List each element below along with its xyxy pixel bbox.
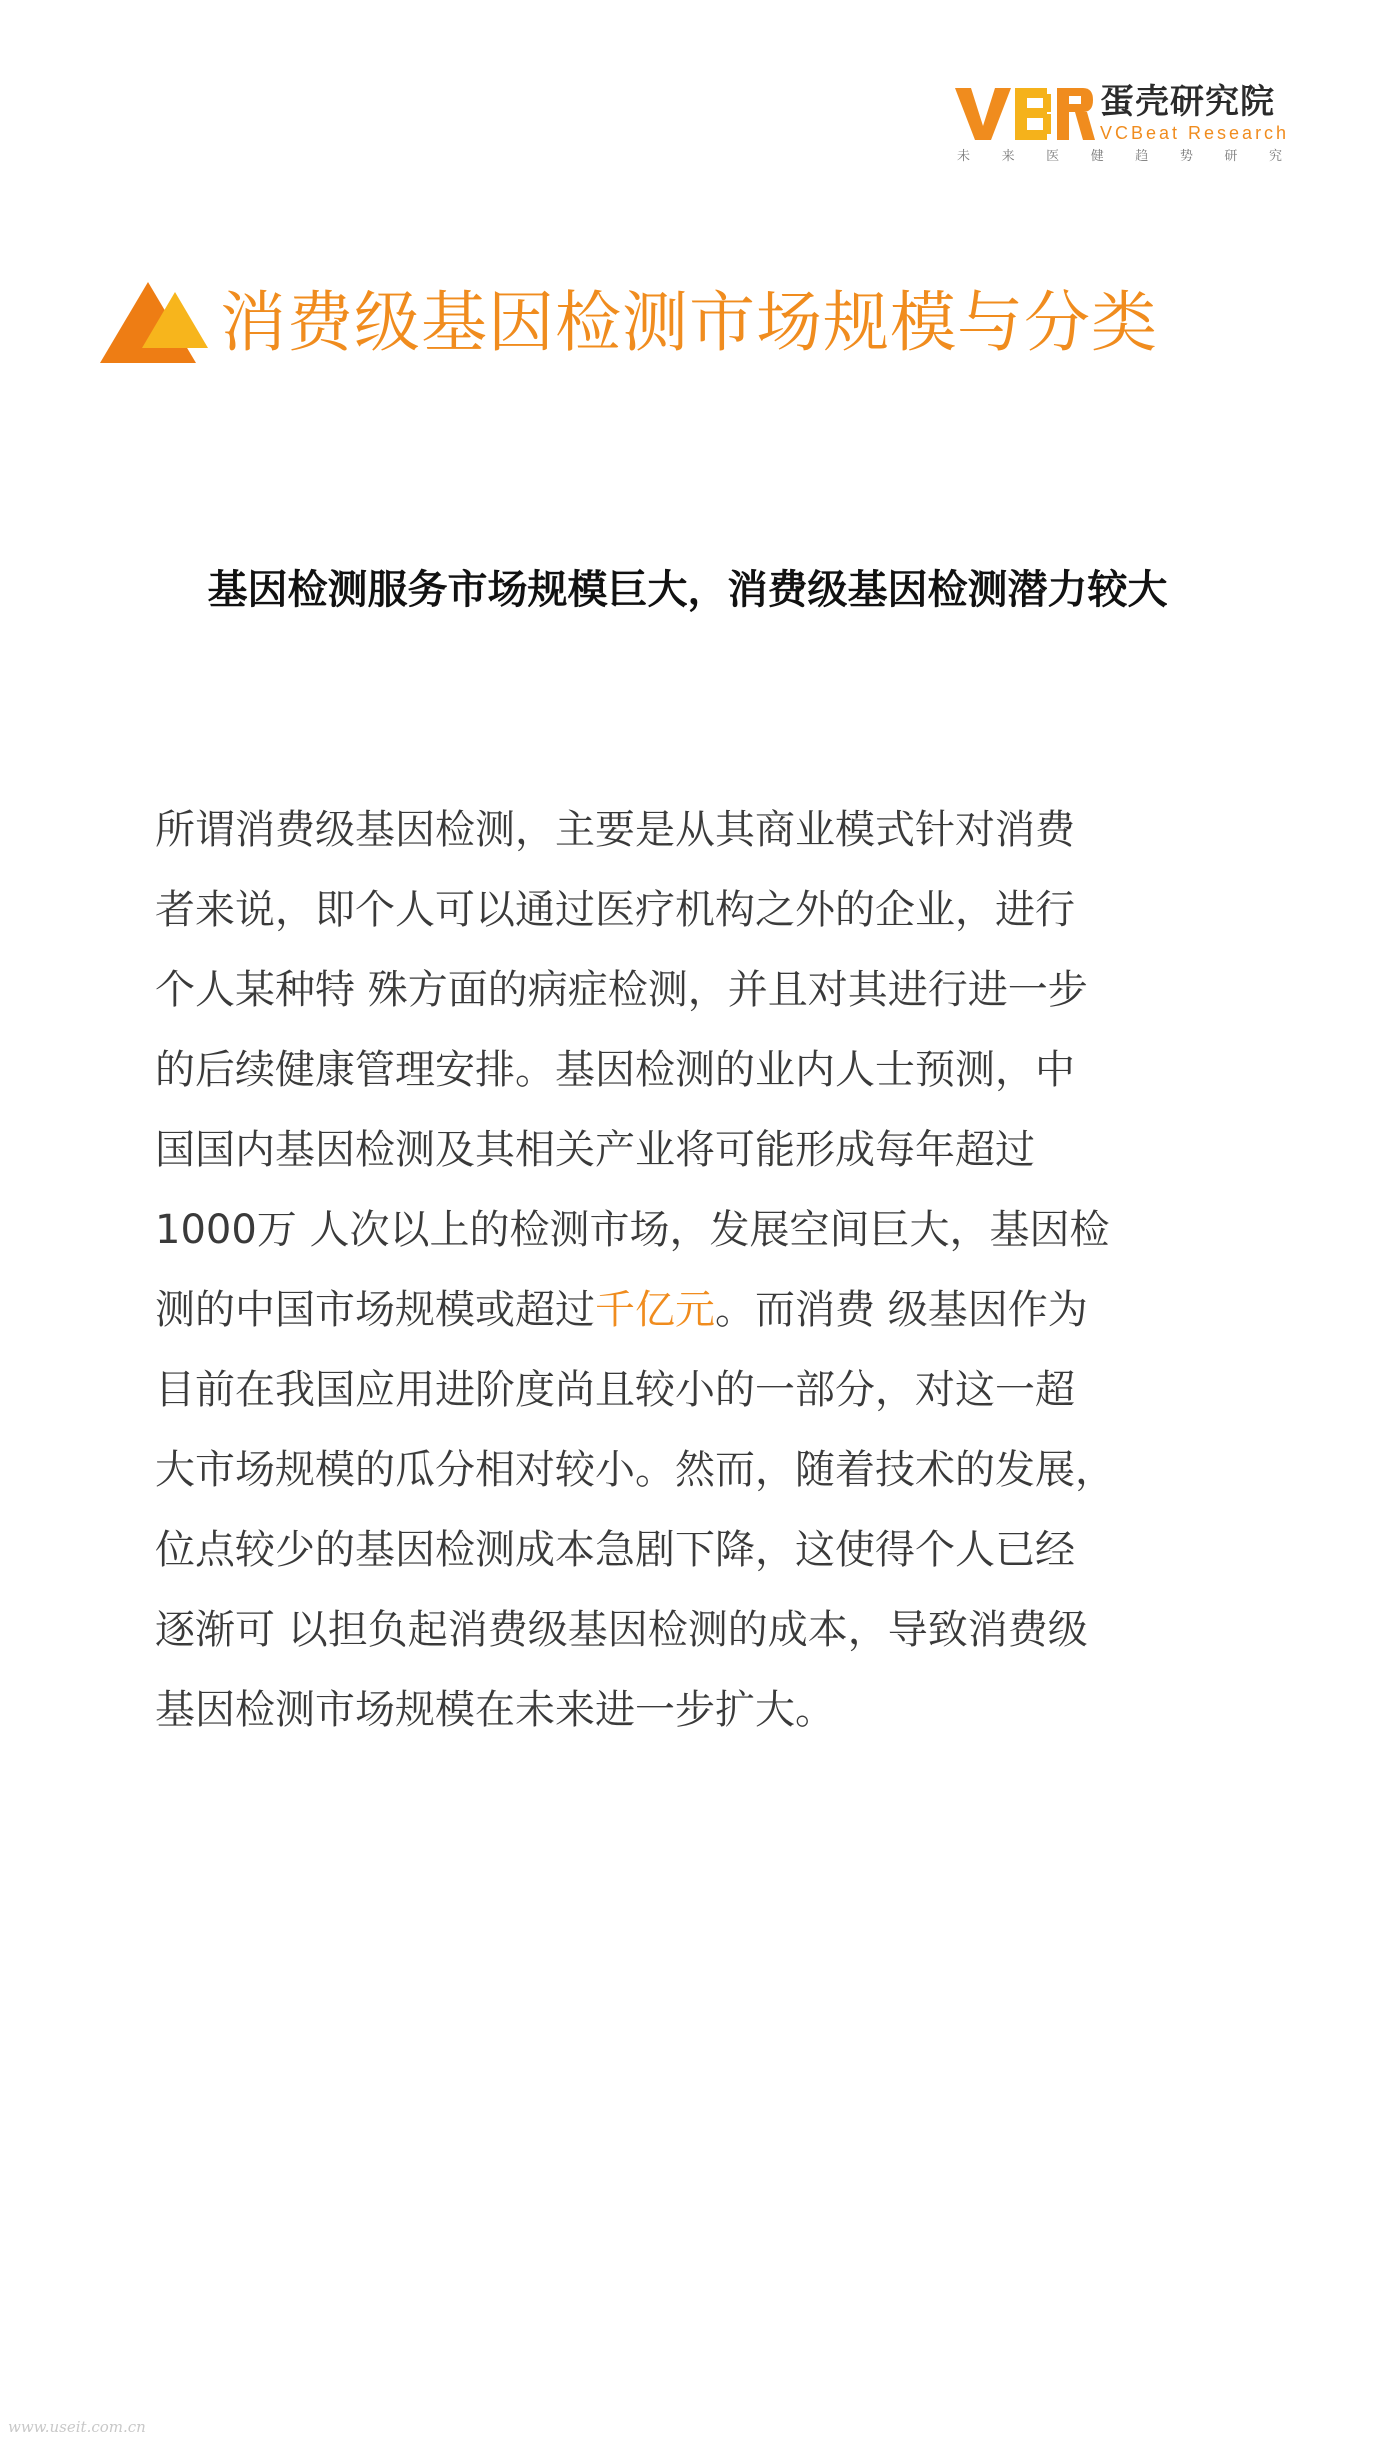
body-line: 基因检测市场规模在未来进一步扩大。 [155,1687,835,1733]
body-line: 国国内基因检测及其相关产业将可能形成每年超过 [155,1127,1035,1173]
body-line [155,1270,1220,1350]
logo-tagline-char: 究 [1268,149,1282,164]
body-line: 1000万 人次以上的检测市场，发展空间巨大，基因检 [155,1207,1110,1253]
logo-tagline-char: 未 [957,149,971,164]
footer-watermark: www.useit.com.cn [8,2418,146,2436]
section-heading [100,280,1280,370]
logo-tagline-char: 医 [1046,149,1060,164]
logo-chinese-name: 蛋壳研究院 [1100,82,1275,122]
logo-tagline [957,148,1282,166]
brand-logo [955,82,1290,172]
body-line: 个人某种特 殊方面的病症检测，并且对其进行进一步 [155,967,1088,1013]
logo-tagline-char: 趋 [1135,149,1149,164]
body-line: 者来说，即个人可以通过医疗机构之外的企业，进行 [155,887,1075,933]
vbr-logo-icon [955,82,1095,144]
body-line: 逐渐可 以担负起消费级基因检测的成本，导致消费级 [155,1607,1088,1653]
body-paragraph [155,790,1220,1750]
body-text-segment: 测的中国市场规模或超过 [155,1287,595,1333]
body-line: 大市场规模的瓜分相对较小。然而，随着技术的发展， [155,1447,1115,1493]
body-line: 目前在我国应用进阶度尚且较小的一部分，对这一超 [155,1367,1075,1413]
section-title: 消费级基因检测市场规模与分类 [220,284,1158,361]
logo-tagline-char: 研 [1224,149,1238,164]
body-line: 位点较少的基因检测成本急剧下降，这使得个人已经 [155,1527,1075,1573]
orange-triangle-icon [100,280,210,365]
highlight-amount: 千亿元 [595,1287,715,1333]
body-line: 所谓消费级基因检测，主要是从其商业模式针对消费 [155,807,1075,853]
subtitle: 基因检测服务市场规模巨大，消费级基因检测潜力较大 [207,567,1168,613]
logo-tagline-char: 来 [1001,149,1015,164]
logo-english-name: VCBeat Research [1100,123,1290,143]
body-line: 的后续健康管理安排。基因检测的业内人士预测，中 [155,1047,1075,1093]
body-text-segment: 。而消费 级基因作为 [715,1287,1088,1333]
logo-tagline-char: 健 [1090,149,1104,164]
logo-tagline-char: 势 [1179,149,1193,164]
